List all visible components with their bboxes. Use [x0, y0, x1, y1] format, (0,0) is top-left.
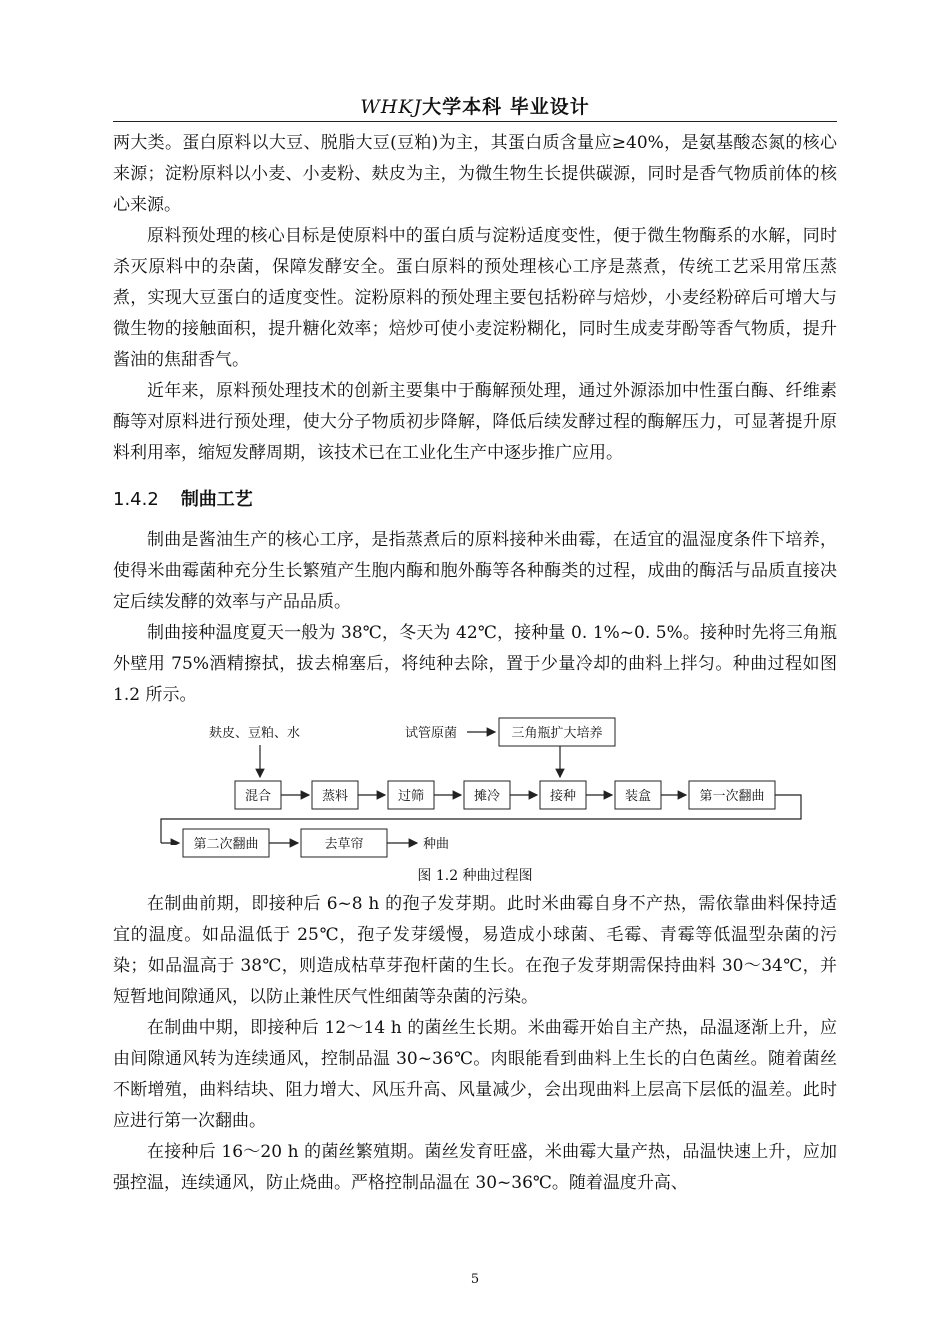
input-raw-materials: 麸皮、豆粕、水: [209, 726, 301, 741]
label-first-turn: 第一次翻曲: [699, 789, 765, 804]
paragraph-inoculation: 制曲接种温度夏天一般为 38℃，冬天为 42℃，接种量 0. 1%~0. 5%。接种时先将三角瓶外壁用 75%酒精擦拭，拔去棉塞后，将纯种去除，置于少量冷却的曲料上拌匀。种曲过程如图 1.2 所示。: [113, 623, 837, 705]
paragraph-early-stage: 在制曲前期，即接种后 6~8 h 的孢子发芽期。此时米曲霉自身不产热，需依靠曲料保持适宜的温度。如品温低于 25℃，孢子发芽缓慢，易造成小球菌、毛霉、青霉等低温型杂菌的污染；如品温高于 38℃，则造成枯草芽孢杆菌的生长。在孢子发芽期需保持曲料 30～34℃，并短暂地间隙通风，以防止兼性厌气性细菌等杂菌的污染。: [113, 894, 837, 1007]
label-output-seed-koji: 种曲: [423, 837, 450, 852]
paragraph-hyphae-stage: 在接种后 16～20 h 的菌丝繁殖期。菌丝发育旺盛，米曲霉大量产热，品温快速上升，应加强控温，连续通风，防止烧曲。严格控制品温在 30~36℃。随着温度升高、: [113, 1142, 837, 1193]
page-header: [0, 92, 950, 119]
label-tray: 装盒: [624, 789, 652, 804]
label-cool: 摊冷: [473, 789, 501, 804]
label-remove-mat: 去草帘: [324, 837, 364, 852]
process-flow-figure: [113, 715, 837, 883]
label-mix: 混合: [244, 789, 272, 804]
paragraph-enzymatic: 近年来，原料预处理技术的创新主要集中于酶解预处理，通过外源添加中性蛋白酶、纤维素酶等对原料进行预处理，使大分子物质初步降解，降低后续发酵过程的酶解压力，可显著提升原料利用率，缩短发酵周期，该技术已在工业化生产中逐步推广应用。: [113, 381, 837, 463]
paragraph-koji-intro: 制曲是酱油生产的核心工序，是指蒸煮后的原料接种米曲霉，在适宜的温湿度条件下培养，使得米曲霉菌种充分生长繁殖产生胞内酶和胞外酶等各种酶类的过程，成曲的酶活与品质直接决定后续发酵的效率与产品品质。: [113, 530, 837, 612]
body-content: [113, 128, 837, 1199]
label-second-turn: 第二次翻曲: [193, 837, 259, 852]
section-title: 制曲工艺: [180, 489, 253, 510]
section-number: 1.4.2: [113, 489, 159, 510]
flow-diagram-row2: [113, 825, 837, 865]
section-heading: [113, 485, 837, 515]
paragraph-pretreatment: 原料预处理的核心目标是使原料中的蛋白质与淀粉适度变性，便于微生物酶系的水解，同时杀灭原料中的杂菌，保障发酵安全。蛋白原料的预处理核心工序是蒸煮，传统工艺采用常压蒸煮，实现大豆蛋白的适度变性。淀粉原料的预处理主要包括粉碎与焙炒，小麦经粉碎后可增大与微生物的接触面积，提升糖化效率；焙炒可使小麦淀粉糊化，同时生成麦芽酚等香气物质，提升酱油的焦甜香气。: [113, 226, 837, 370]
label-steam: 蒸料: [321, 789, 349, 804]
label-inoculate: 接种: [549, 789, 577, 804]
header-rule: [113, 121, 837, 122]
page-number: 5: [470, 1272, 480, 1287]
input-test-tube-strain: 试管原菌: [405, 726, 458, 741]
header-latin: WHKJ: [360, 96, 423, 118]
paragraph-continuation: 两大类。蛋白原料以大豆、脱脂大豆(豆粕)为主，其蛋白质含量应≥40%，是氨基酸态氮的核心来源；淀粉原料以小麦、小麦粉、麸皮为主，为微生物生长提供碳源，同时是香气物质前体的核心来源。: [113, 133, 837, 215]
label-sieve: 过筛: [397, 789, 425, 804]
paragraph-mid-stage: 在制曲中期，即接种后 12～14 h 的菌丝生长期。米曲霉开始自主产热，品温逐渐上升，应由间隙通风转为连续通风，控制品温 30~36℃。肉眼能看到曲料上生长的白色菌丝。随着菌丝不断增殖，曲料结块、阻力增大、风压升高、风量减少，会出现曲料上层高下层低的温差。此时应进行第一次翻曲。: [113, 1018, 837, 1131]
label-flask-culture: 三角瓶扩大培养: [511, 726, 603, 741]
figure-caption: 图 1.2 种曲过程图: [417, 868, 533, 884]
header-cjk: 大学本科 毕业设计: [422, 96, 590, 118]
